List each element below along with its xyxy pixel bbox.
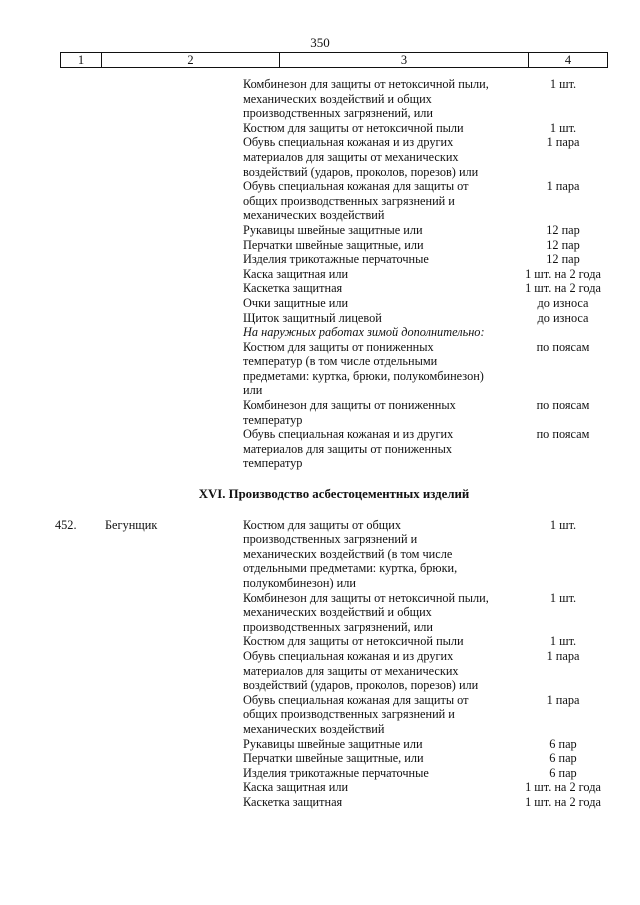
row-number bbox=[0, 693, 68, 737]
row-profession bbox=[68, 780, 243, 795]
rows-top bbox=[0, 77, 640, 471]
row-norm: 1 шт. на 2 года bbox=[525, 281, 601, 296]
row-item: Костюм для защиты от общих производственных загрязнений и механических воздействий (в том числе отдельными предметами: куртка, брюки, полукомбинезон) или bbox=[243, 517, 458, 590]
row-profession bbox=[68, 238, 243, 253]
row-norm: до износа bbox=[537, 295, 589, 310]
row-number bbox=[0, 780, 68, 795]
row-item: Каска защитная или bbox=[243, 780, 349, 795]
page-number: 350 bbox=[310, 35, 330, 50]
row-item: Комбинезон для защиты от нетоксичной пыли, механических воздействий и общих производственных загрязнений, или bbox=[243, 590, 489, 634]
row-item: Очки защитные или bbox=[243, 295, 349, 310]
row-number bbox=[0, 252, 68, 267]
row-norm: 1 шт. bbox=[549, 77, 577, 91]
table-row bbox=[0, 795, 640, 810]
row-profession bbox=[68, 179, 243, 223]
row-number bbox=[0, 398, 68, 427]
row-norm: 1 шт. на 2 года bbox=[525, 780, 601, 795]
row-profession bbox=[68, 296, 243, 311]
row-norm: 1 шт. bbox=[549, 120, 577, 135]
header-col-1: 1 bbox=[61, 53, 102, 67]
row-profession bbox=[68, 281, 243, 296]
row-profession bbox=[68, 427, 243, 471]
table-row bbox=[0, 427, 640, 471]
row-norm: 6 пар bbox=[549, 736, 577, 751]
row-number bbox=[0, 766, 68, 781]
row-norm: 1 пара bbox=[546, 692, 580, 707]
row-norm: 12 пар bbox=[546, 237, 580, 252]
row-norm: 1 шт. bbox=[549, 517, 577, 532]
row-item: Каскетка защитная bbox=[243, 794, 343, 809]
row-number bbox=[0, 135, 68, 179]
table-header bbox=[60, 52, 608, 68]
row-number bbox=[0, 267, 68, 282]
row-item: Рукавицы швейные защитные или bbox=[243, 222, 423, 237]
header-col-4: 4 bbox=[564, 53, 572, 67]
row-number bbox=[0, 427, 68, 471]
row-profession bbox=[68, 340, 243, 398]
row-norm: 6 пар bbox=[549, 751, 577, 766]
row-norm: 1 пара bbox=[546, 648, 580, 663]
table-row bbox=[0, 751, 640, 766]
row-number bbox=[0, 737, 68, 752]
row-norm: 1 шт. bbox=[549, 634, 577, 649]
row-item: На наружных работах зимой дополнительно: bbox=[243, 325, 485, 340]
header-col-3: 3 bbox=[280, 53, 529, 67]
row-norm: 1 пара bbox=[546, 179, 580, 194]
row-number bbox=[0, 795, 68, 810]
table-row bbox=[0, 649, 640, 693]
row-item: Костюм для защиты от нетоксичной пыли bbox=[243, 634, 464, 649]
table-row bbox=[0, 634, 640, 649]
row-item: Обувь специальная кожаная для защиты от общих производственных загрязнений и механических воздействий bbox=[243, 179, 469, 223]
row-number bbox=[0, 281, 68, 296]
row-profession bbox=[68, 591, 243, 635]
row-norm: до износа bbox=[537, 310, 589, 325]
row-norm bbox=[493, 325, 633, 340]
row-profession bbox=[68, 325, 243, 340]
table-row bbox=[0, 325, 640, 340]
table-row bbox=[0, 296, 640, 311]
table-row bbox=[0, 281, 640, 296]
row-norm: по поясам bbox=[536, 427, 590, 442]
row-number: 452. bbox=[55, 517, 77, 532]
row-item: Щиток защитный лицевой bbox=[243, 310, 382, 325]
table-row bbox=[0, 518, 640, 591]
row-number bbox=[0, 296, 68, 311]
row-norm: по поясам bbox=[536, 339, 590, 354]
row-number bbox=[0, 634, 68, 649]
table-row bbox=[0, 267, 640, 282]
table-row bbox=[0, 693, 640, 737]
table-row bbox=[0, 340, 640, 398]
table-row bbox=[0, 737, 640, 752]
row-number bbox=[0, 751, 68, 766]
row-norm: 1 шт. bbox=[549, 590, 577, 605]
row-number bbox=[0, 121, 68, 136]
row-profession bbox=[68, 135, 243, 179]
table-row bbox=[0, 135, 640, 179]
row-profession bbox=[68, 693, 243, 737]
row-item: Костюм для защиты от пониженных температур (в том числе отдельными предметами: куртка, брюки, полукомбинезон) или bbox=[243, 339, 484, 398]
table-row bbox=[0, 238, 640, 253]
row-item: Перчатки швейные защитные, или bbox=[243, 237, 424, 252]
row-norm: 1 шт. на 2 года bbox=[525, 794, 601, 809]
row-profession bbox=[68, 398, 243, 427]
row-item: Обувь специальная кожаная и из других материалов для защиты от механических воздействий (ударов, проколов, порезов) или bbox=[243, 135, 479, 179]
row-item: Обувь специальная кожаная и из других материалов для защиты от пониженных температур bbox=[243, 427, 454, 471]
row-profession bbox=[68, 311, 243, 326]
row-profession bbox=[68, 634, 243, 649]
row-profession: Бегунщик bbox=[105, 517, 158, 532]
row-number bbox=[0, 223, 68, 238]
row-number bbox=[0, 179, 68, 223]
row-item: Перчатки швейные защитные, или bbox=[243, 751, 424, 766]
row-norm: 1 шт. на 2 года bbox=[525, 266, 601, 281]
row-item: Комбинезон для защиты от нетоксичной пыли, механических воздействий и общих производственных загрязнений, или bbox=[243, 77, 489, 121]
section-title: XVI. Производство асбестоцементных изделий bbox=[198, 487, 470, 502]
table-row bbox=[0, 766, 640, 781]
row-item: Обувь специальная кожаная для защиты от общих производственных загрязнений и механических воздействий bbox=[243, 692, 469, 736]
table-row bbox=[0, 780, 640, 795]
table-row bbox=[0, 252, 640, 267]
row-number bbox=[0, 325, 68, 340]
header-col-2: 2 bbox=[102, 53, 280, 67]
rows-bottom bbox=[0, 518, 640, 810]
row-norm: по поясам bbox=[536, 398, 590, 413]
row-profession bbox=[68, 252, 243, 267]
row-number bbox=[0, 77, 68, 121]
row-number bbox=[0, 340, 68, 398]
row-profession bbox=[68, 766, 243, 781]
row-profession bbox=[68, 121, 243, 136]
table-row bbox=[0, 591, 640, 635]
row-number bbox=[0, 311, 68, 326]
row-norm: 12 пар bbox=[546, 252, 580, 267]
row-norm: 6 пар bbox=[549, 765, 577, 780]
table-row bbox=[0, 77, 640, 121]
table-row bbox=[0, 311, 640, 326]
row-item: Изделия трикотажные перчаточные bbox=[243, 252, 429, 267]
row-profession bbox=[68, 795, 243, 810]
table-row bbox=[0, 121, 640, 136]
row-norm: 1 пара bbox=[546, 135, 580, 150]
table-row bbox=[0, 179, 640, 223]
row-item: Изделия трикотажные перчаточные bbox=[243, 765, 429, 780]
row-profession bbox=[68, 267, 243, 282]
row-profession bbox=[68, 737, 243, 752]
table-row bbox=[0, 223, 640, 238]
table-body bbox=[0, 77, 640, 810]
row-profession bbox=[68, 77, 243, 121]
row-item: Каскетка защитная bbox=[243, 281, 343, 296]
row-profession bbox=[68, 223, 243, 238]
row-number bbox=[0, 238, 68, 253]
row-norm: 12 пар bbox=[546, 222, 580, 237]
row-item: Костюм для защиты от нетоксичной пыли bbox=[243, 120, 464, 135]
row-profession bbox=[68, 649, 243, 693]
row-item: Комбинезон для защиты от пониженных температур bbox=[243, 398, 456, 427]
row-item: Обувь специальная кожаная и из других материалов для защиты от механических воздействий (ударов, проколов, порезов) или bbox=[243, 648, 479, 693]
row-number bbox=[0, 591, 68, 635]
row-number bbox=[0, 649, 68, 693]
row-item: Каска защитная или bbox=[243, 266, 349, 281]
row-item: Рукавицы швейные защитные или bbox=[243, 736, 423, 751]
table-row bbox=[0, 398, 640, 427]
row-profession bbox=[68, 751, 243, 766]
